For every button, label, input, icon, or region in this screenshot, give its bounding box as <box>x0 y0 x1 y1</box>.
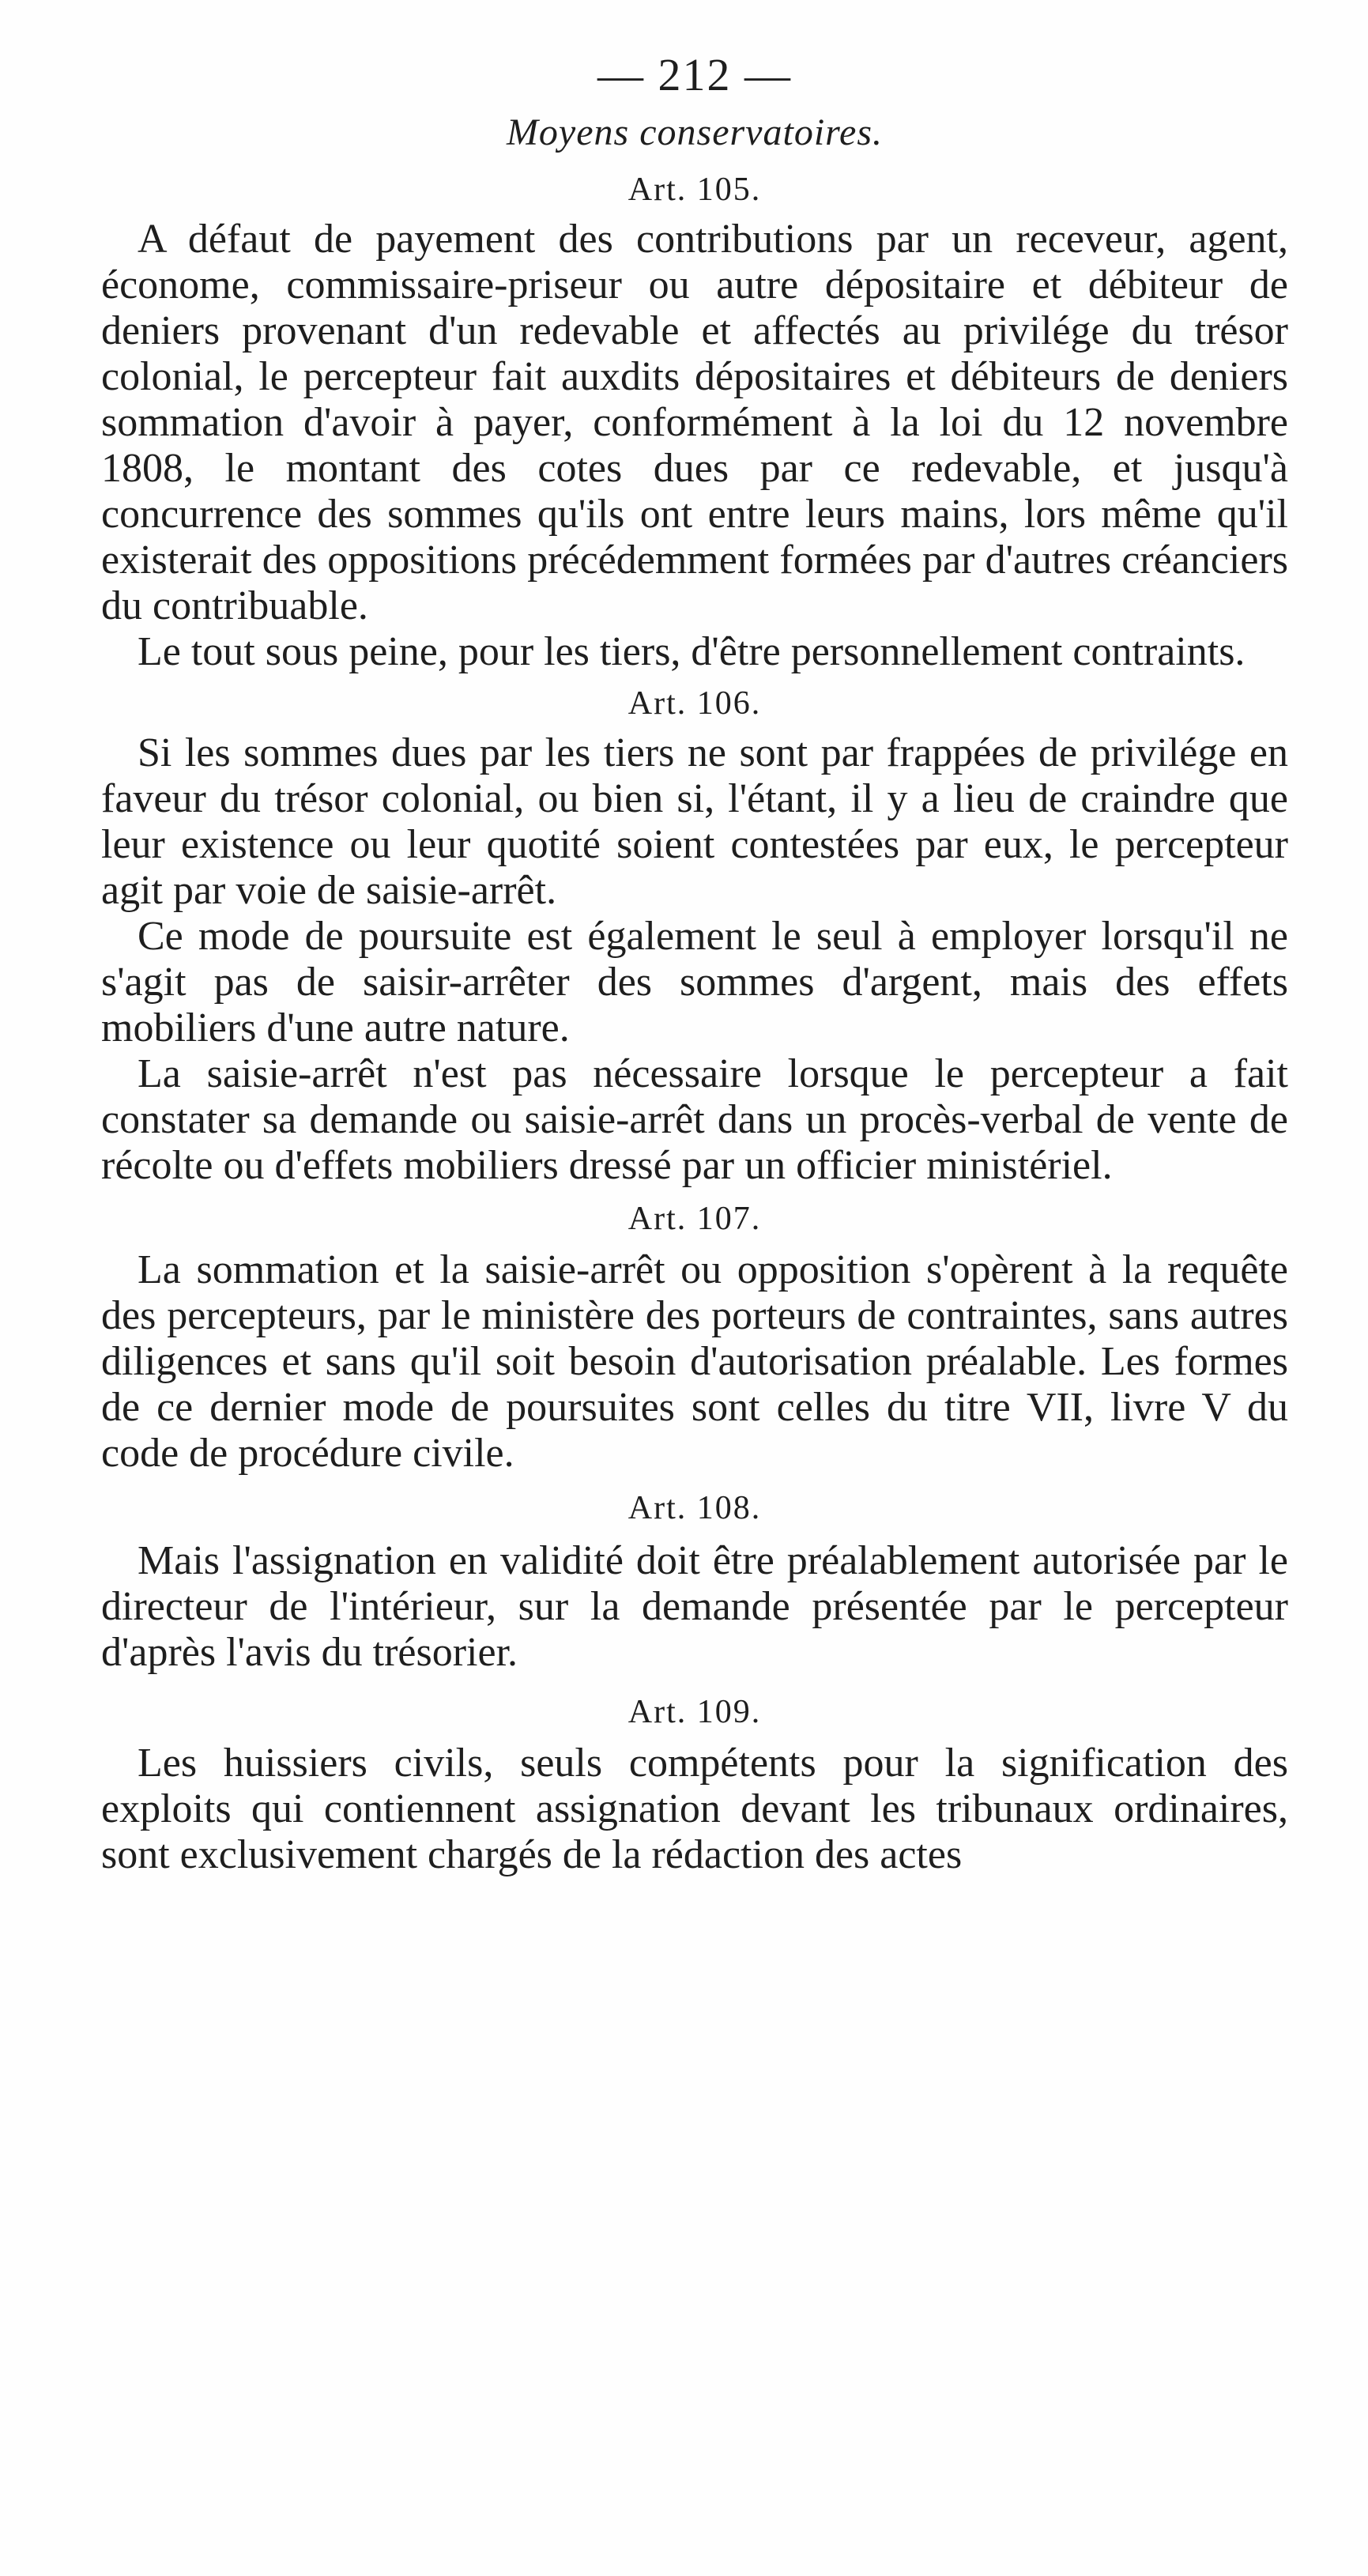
article-heading: Art. 109. <box>627 1694 762 1730</box>
article-paragraph: Si les sommes dues par les tiers ne sont par frappées de privilége en faveur du trésor colonial, ou bien si, l'étant, il y a lieu de craindre que leur existence ou leur quotité soient contestées par eux, le percepteur agit par voie de saisie-arrêt. <box>101 730 1288 913</box>
article-107 <box>101 1195 1288 1477</box>
article-paragraph: Les huissiers civils, seuls compétents pour la signification des exploits qui contiennent assignation devant les tribunaux ordinaires, sont exclusivement chargés de la rédaction des actes <box>101 1741 1288 1877</box>
article-paragraph: La saisie-arrêt n'est pas nécessaire lorsque le percepteur a fait constater sa demande ou saisie-arrêt dans un procès-verbal de vente de récolte ou d'effets mobiliers dressé par un officier ministériel. <box>101 1051 1288 1188</box>
page-number: — 212 — <box>597 49 792 100</box>
article-paragraph: Ce mode de poursuite est également le seul à employer lorsqu'il ne s'agit pas de saisir-arrêter des sommes d'argent, mais des effets mobiliers d'une autre nature. <box>101 914 1288 1050</box>
section-title: Moyens conservatoires. <box>506 111 884 153</box>
article-heading: Art. 106. <box>627 685 762 722</box>
article-109 <box>101 1688 1288 1878</box>
article-paragraph: La sommation et la saisie-arrêt ou opposition s'opèrent à la requête des percepteurs, par le ministère des porteurs de contraintes, sans autres diligences et sans qu'il soit besoin d'autorisation préalable. Les formes de ce dernier mode de poursuites sont celles du titre VII, livre V du code de procédure civile. <box>101 1247 1288 1476</box>
article-heading: Art. 105. <box>627 172 762 208</box>
article-paragraph: Mais l'assignation en validité doit être préalablement autorisée par le directeur de l'intérieur, sur la demande présentée par le percepteur d'après l'avis du trésorier. <box>101 1538 1288 1675</box>
article-heading: Art. 108. <box>627 1490 762 1526</box>
article-paragraph: Le tout sous peine, pour les tiers, d'être personnellement contraints. <box>138 629 1246 674</box>
article-paragraph: A défaut de payement des contributions par un receveur, agent, économe, commissaire-priseur ou autre dépositaire et débiteur de deniers provenant d'un redevable et affectés au privilége du trésor colonial, le percepteur fait auxdits dépositaires et débiteurs de deniers sommation d'avoir à payer, conformément à la loi du 12 novembre 1808, le montant des cotes dues par ce redevable, et jusqu'à concurrence des sommes qu'ils ont entre leurs mains, lors même qu'il existerait des oppositions précédemment formées par d'autres créanciers du contribuable. <box>101 217 1288 628</box>
article-106 <box>101 680 1288 1189</box>
article-105 <box>101 166 1288 675</box>
page-text-block <box>101 44 1288 1878</box>
article-108 <box>101 1484 1288 1676</box>
article-heading: Art. 107. <box>627 1201 762 1237</box>
